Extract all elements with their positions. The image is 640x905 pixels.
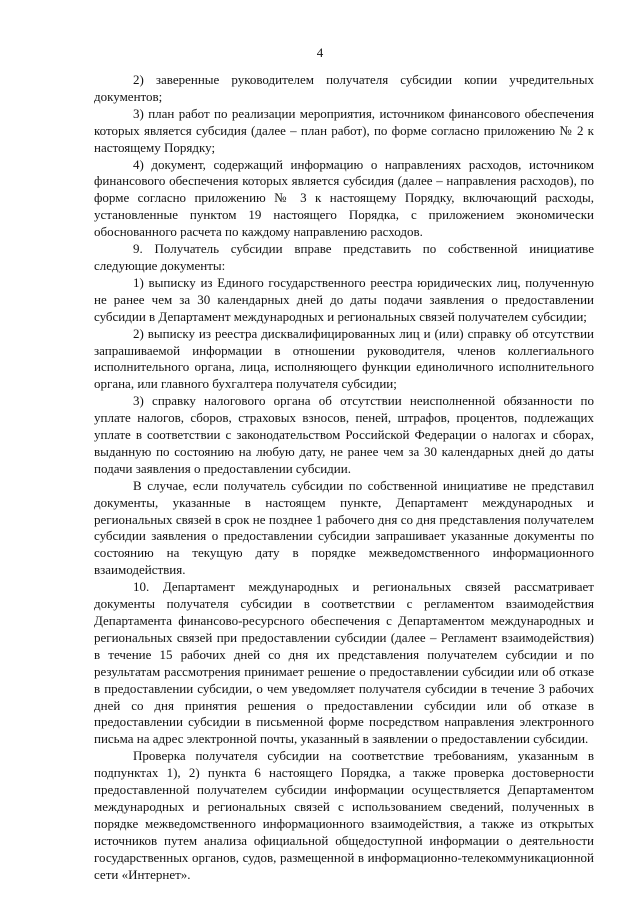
paragraph: 3) справку налогового органа об отсутствии неисполненной обязанности по уплате налогов, сборов, страховых взносов, пеней, штрафов, процентов, подлежащих уплате в соответствии с законодательством Российской Федерации о налогах и сборах, выданную по состоянию на любую дату, не ранее чем за 30 календарных дней до даты подачи заявления о предоставлении субсидии. — [94, 393, 594, 476]
paragraph: 2) выписку из реестра дисквалифицированных лиц и (или) справку об отсутствии запрашиваемой информации в отношении руководителя, членов коллегиального исполнительного органа, лица, исполняющего функции единоличного исполнительного органа, или главного бухгалтера получателя субсидии; — [94, 325, 594, 392]
page-number: 4 — [316, 45, 324, 60]
paragraph: В случае, если получатель субсидии по собственной инициативе не представил документы, указанные в настоящем пункте, Департамент международных и региональных связей в срок не позднее 1 рабочего дня со дня представления получателем субсидии заявления о предоставлении субсидии запрашивает указанные документы по состоянию на текущую дату в порядке межведомственного информационного взаимодействия. — [94, 477, 594, 578]
paragraph: 2) заверенные руководителем получателя субсидии копии учредительных документов; — [94, 72, 594, 104]
paragraph: 9. Получатель субсидии вправе представить по собственной инициативе следующие документы: — [94, 241, 594, 273]
paragraph: Проверка получателя субсидии на соответствие требованиям, указанным в подпунктах 1), 2) пункта 6 настоящего Порядка, а также проверка достоверности предоставленной получателем субсидии информации осуществляется Департаментом международных и региональных связей с использованием сведений, полученных в порядке межведомственного информационного взаимодействия, а также из открытых источников путем анализа официальной общедоступной информации о деятельности государственных органов, судов, размещенной в информационно-телекоммуникационной сети «Интернет». — [94, 748, 594, 882]
paragraph: 1) выписку из Единого государственного реестра юридических лиц, полученную не ранее чем за 30 календарных дней до даты подачи заявления о предоставлении субсидии в Департамент международных и региональных связей получателем субсидии; — [94, 274, 594, 324]
paragraph: 10. Департамент международных и региональных связей рассматривает документы получателя субсидии в соответствии с регламентом взаимодействия Департамента финансово-ресурсного обеспечения с Департаментом международных и региональных связей при предоставлении субсидии (далее – Регламент взаимодействия) в течение 15 рабочих дней со дня их представления получателем субсидии и по результатам рассмотрения принимает решение о предоставлении субсидии или об отказе в предоставлении субсидии, о чем уведомляет получателя субсидии в течение 3 рабочих дней со дня принятия решения о предоставлении субсидии или об отказе в предоставлении субсидии в письменной форме посредством направления электронного письма на адрес электронной почты, указанный в заявлении о предоставлении субсидии. — [94, 579, 594, 747]
paragraph: 4) документ, содержащий информацию о направлениях расходов, источником финансового обеспечения которых является субсидия (далее – направления расходов), по форме согласно приложению № 3 к настоящему Порядку, включающий расходы, установленные пунктом 19 настоящего Порядка, с приложением экономически обоснованного расчета по каждому направлению расходов. — [94, 156, 594, 240]
paragraph: 3) план работ по реализации мероприятия, источником финансового обеспечения которых является субсидия (далее – план работ), по форме согласно приложению № 2 к настоящему Порядку; — [94, 105, 594, 155]
document-body — [94, 72, 594, 884]
